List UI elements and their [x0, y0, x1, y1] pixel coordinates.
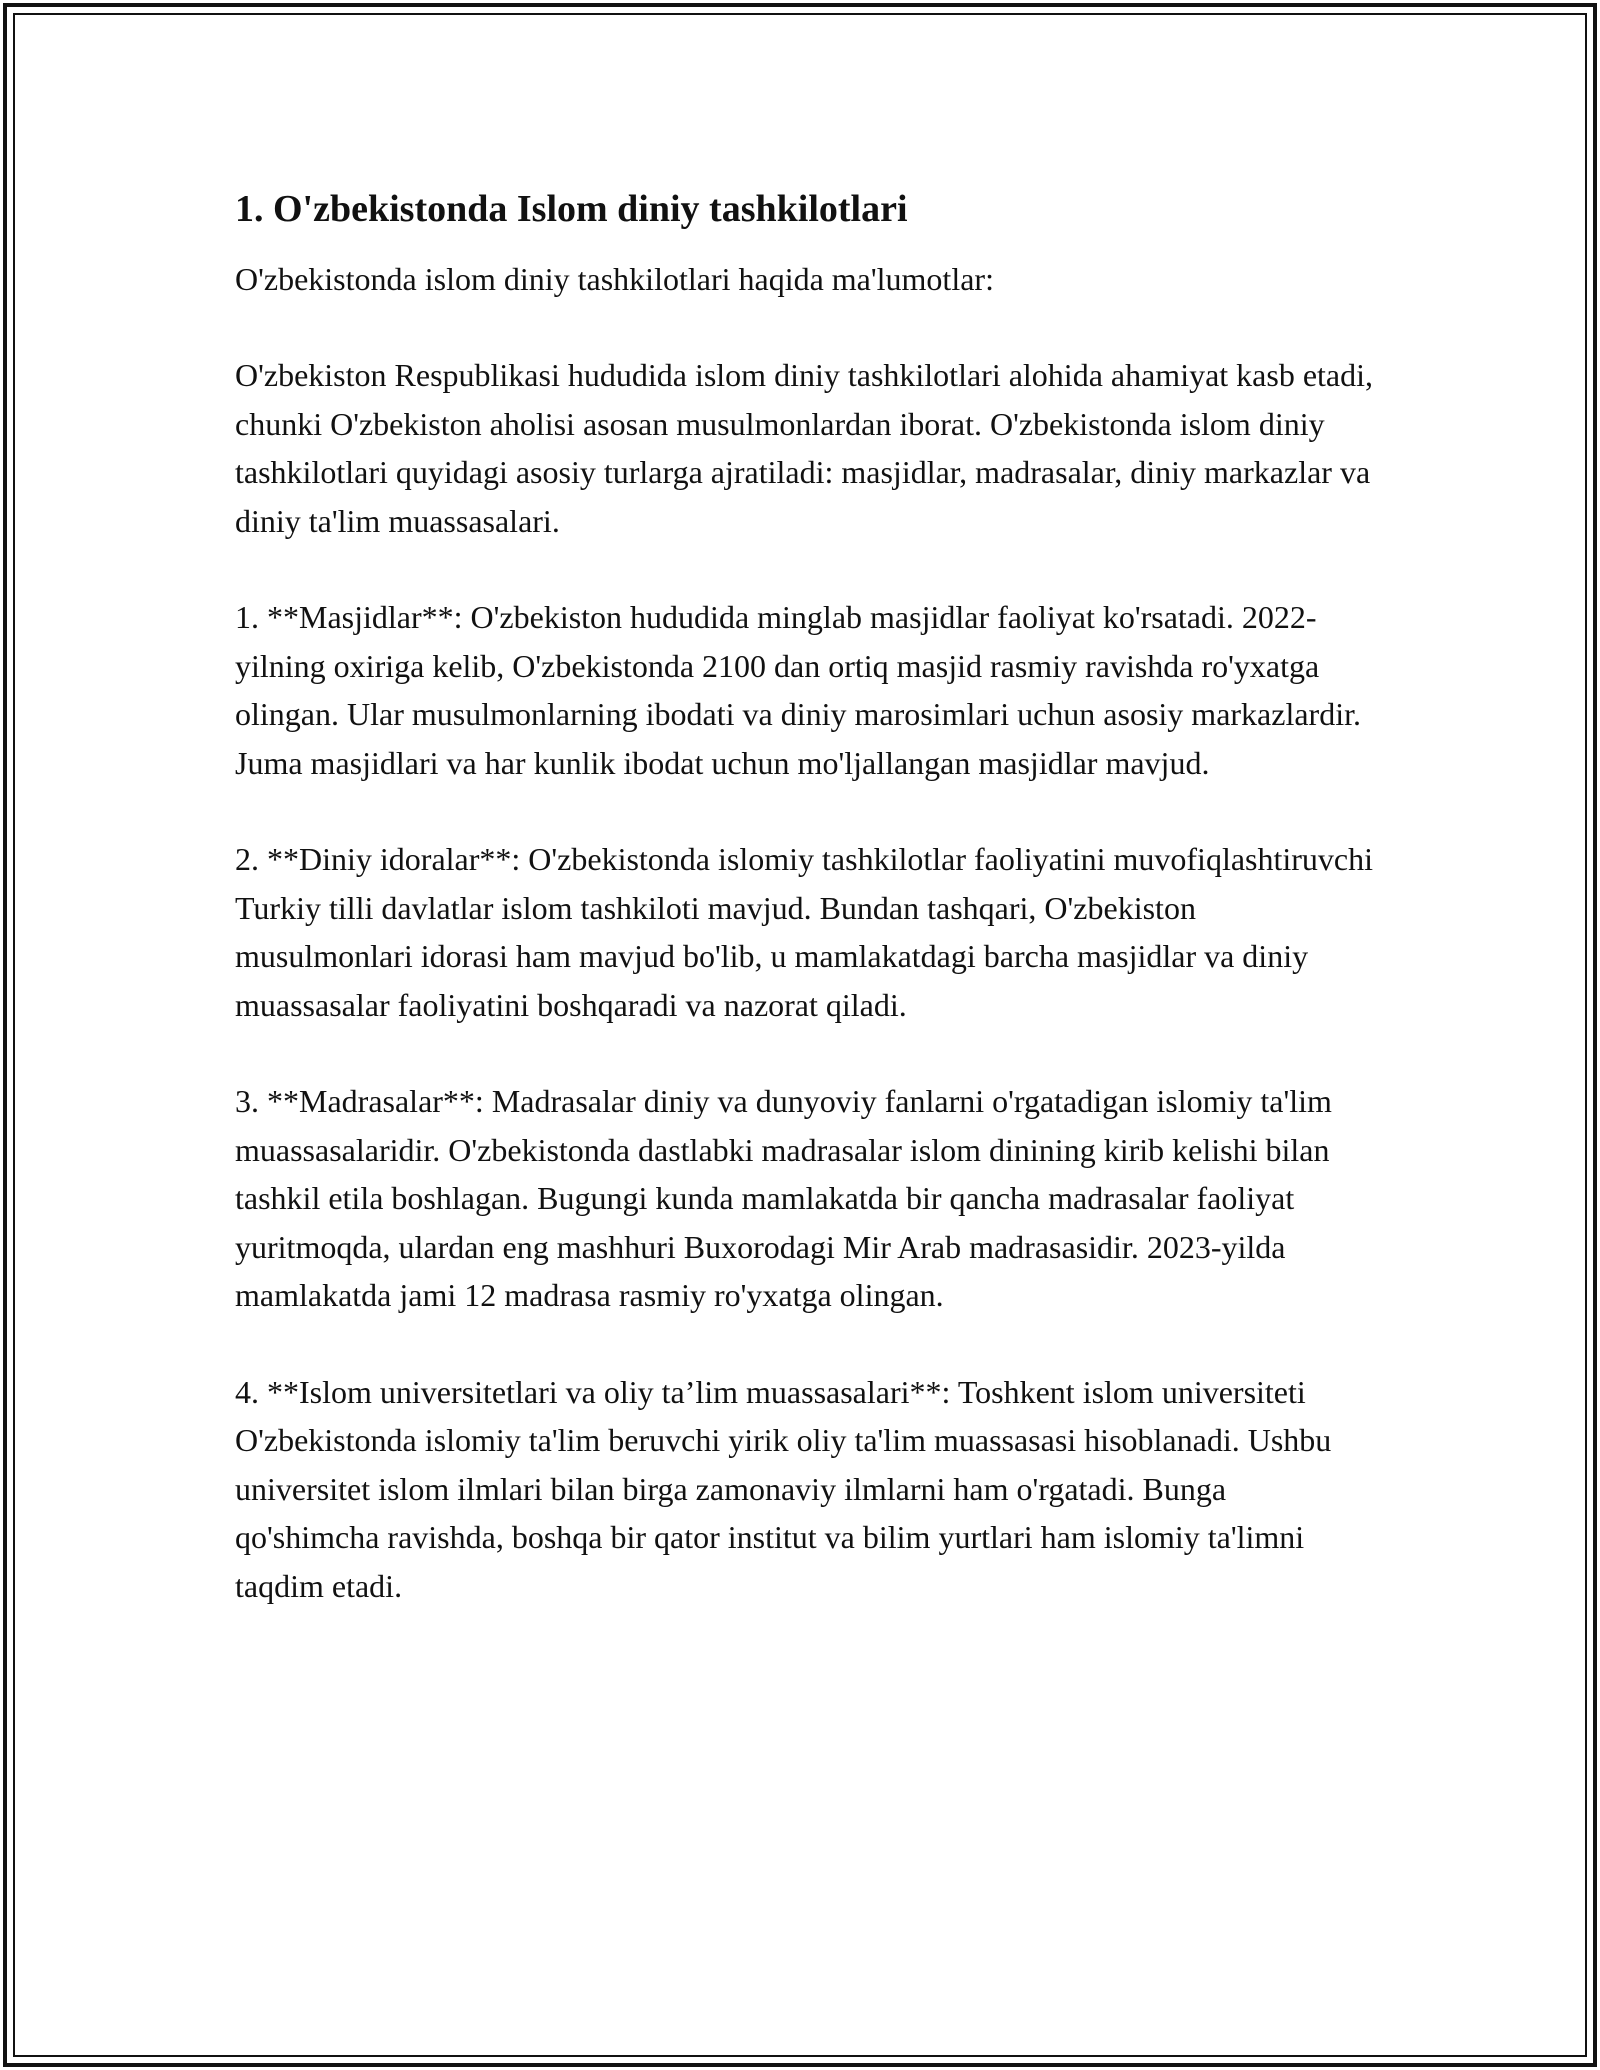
paragraph-overview: O'zbekiston Respublikasi hududida islom diniy tashkilotlari alohida ahamiyat kasb etadi, chunki O'zbekiston aholisi asosan musulmonlardan iborat. O'zbekistonda islom diniy tashkilotlari quyidagi asosiy turlarga ajratiladi: masjidlar, madrasalar, diniy markazlar va diniy ta'lim muassasalari.: [235, 357, 1374, 539]
paragraph-madrasalar: 3. **Madrasalar**: Madrasalar diniy va dunyoviy fanlarni o'rgatadigan islomiy ta'lim muassasalaridir. O'zbekistonda dastlabki madrasalar islom dinining kirib kelishi bilan tashkil etila boshlagan. Bugungi kunda mamlakatda bir qancha madrasalar faoliyat yuritmoqda, ulardan eng mashhuri Buxorodagi Mir Arab madrasasidir. 2023-yilda mamlakatda jami 12 madrasa rasmiy ro'yxatga olingan.: [235, 1083, 1332, 1313]
intro-text: O'zbekistonda islom diniy tashkilotlari haqida ma'lumotlar:: [235, 261, 994, 297]
paragraph-masjidlar: 1. **Masjidlar**: O'zbekiston hududida minglab masjidlar faoliyat ko'rsatadi. 2022-yilning oxiriga kelib, O'zbekistonda 2100 dan ortiq masjid rasmiy ravishda ro'yxatga olingan. Ular musulmonlarning ibodati va diniy marosimlari uchun asosiy markazlardir. Juma masjidlari va har kunlik ibodat uchun mo'ljallangan masjidlar mavjud.: [235, 599, 1361, 781]
document-body: [235, 185, 1375, 1610]
paragraph-universitetlar: 4. **Islom universitetlari va oliy ta’lim muassasalari**: Toshkent islom universiteti O'zbekistonda islomiy ta'lim beruvchi yirik oliy ta'lim muassasasi hisoblanadi. Ushbu universitet islom ilmlari bilan birga zamonaviy ilmlarni ham o'rgatadi. Bunga qo'shimcha ravishda, boshqa bir qator institut va bilim yurtlari ham islomiy ta'limni taqdim etadi.: [235, 1373, 1332, 1604]
paragraph-diniy-idoralar: 2. **Diniy idoralar**: O'zbekistonda islomiy tashkilotlar faoliyatini muvofiqlashtiruvchi Turkiy tilli davlatlar islom tashkiloti mavjud. Bundan tashqari, O'zbekiston musulmonlari idorasi ham mavjud bo'lib, u mamlakatdagi barcha masjidlar va diniy muassasalar faoliyatini boshqaradi va nazorat qiladi.: [235, 841, 1374, 1023]
section-heading: 1. O'zbekistonda Islom diniy tashkilotlari: [235, 188, 908, 230]
